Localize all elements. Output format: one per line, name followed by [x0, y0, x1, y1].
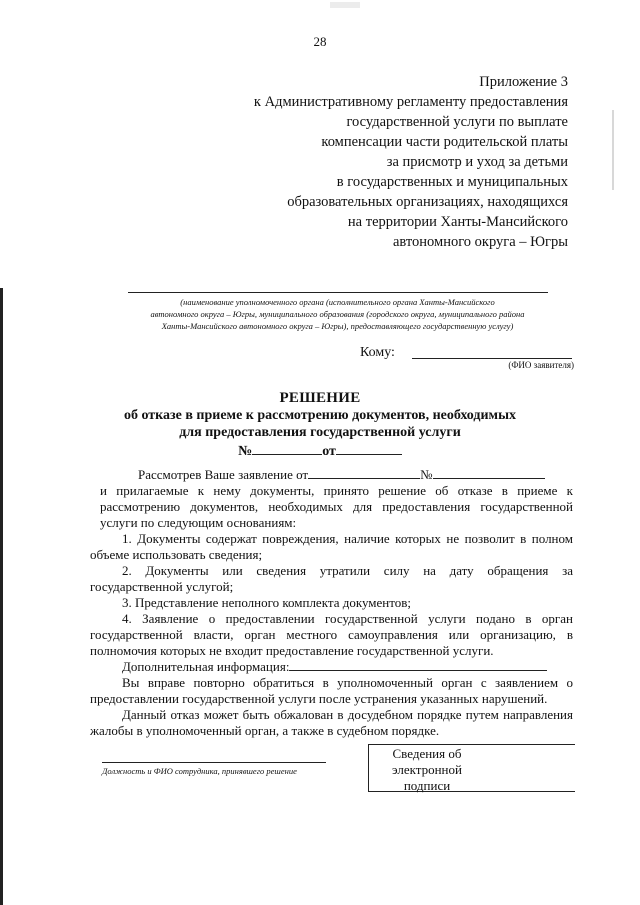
appeal-paragraph: Данный отказ может быть обжалован в досудебном порядке путем направления жалобы в уполномоченный орган, а также в судебном порядке. — [90, 707, 573, 738]
additional-info-row — [90, 659, 573, 675]
intro-paragraph: и прилагаемые к нему документы, принято решение об отказе в приеме к рассмотрению документов, необходимых для предоставления государственной услуги по следующим основаниям: — [100, 483, 573, 530]
esig-line: электронной — [392, 762, 462, 777]
ground-item-3: 3. Представление неполного комплекта документов; — [122, 595, 411, 610]
appendix-line: Приложение 3 — [479, 74, 568, 90]
appendix-line: на территории Ханты-Мансийского — [347, 214, 568, 230]
scan-artifact — [330, 2, 360, 8]
intro-number-sign: № — [420, 467, 433, 482]
additional-info-label: Дополнительная информация: — [122, 659, 290, 674]
date-blank — [308, 467, 420, 479]
org-caption — [110, 296, 565, 332]
decision-subtitle — [100, 407, 540, 441]
number-sign: № — [238, 444, 253, 459]
intro-line — [90, 467, 573, 483]
decision-title: РЕШЕНИЕ — [279, 390, 361, 406]
org-caption-line: Ханты-Мансийского автономного округа – Югры), предоставляющего государственную услугу) — [161, 321, 514, 331]
decision-number-line — [0, 442, 640, 460]
org-caption-line: автономного округа – Югры, муниципального образования (городского округа, муниципального района — [150, 309, 525, 319]
appendix-line: за присмотр и уход за детьми — [386, 154, 568, 170]
recipient-line — [412, 358, 572, 359]
appendix-line: государственной услуги по выплате — [346, 114, 568, 130]
ground-item-4: 4. Заявление о предоставлении государственной услуги подано в орган государственной власти, орган местного самоуправления или организацию, в полномочия которых не входит предоставление государственной услуги. — [90, 611, 573, 658]
number-blank — [252, 442, 322, 455]
subtitle-line: для предоставления государственной услуги — [179, 425, 461, 440]
recipient-caption: (ФИО заявителя) — [508, 360, 574, 370]
scan-artifact — [612, 110, 614, 190]
org-name-line — [128, 292, 548, 293]
ground-item-1: 1. Документы содержат повреждения, наличие которых не позволит в полном объеме использовать сведения; — [90, 531, 573, 562]
scan-edge-bar — [0, 288, 3, 905]
intro-text: Рассмотрев Ваше заявление от — [138, 467, 309, 482]
org-caption-line: (наименование уполномоченного органа (исполнительного органа Ханты-Мансийского — [180, 297, 495, 307]
appendix-line: образовательных организациях, находящихся — [287, 194, 568, 210]
esignature-text — [372, 746, 482, 794]
appendix-line: компенсации части родительской платы — [321, 134, 568, 150]
ground-item-2: 2. Документы или сведения утратили силу на дату обращения за государственной услугой; — [90, 563, 573, 594]
number-blank — [433, 467, 545, 479]
appendix-header — [188, 72, 568, 252]
date-blank — [336, 442, 402, 455]
signature-caption: Должность и ФИО сотрудника, принявшего решение — [102, 766, 297, 776]
appendix-line: в государственных и муниципальных — [336, 174, 568, 190]
esig-line: Сведения об — [392, 746, 462, 761]
reapply-paragraph: Вы вправе повторно обратиться в уполномоченный орган с заявлением о предоставлении государственной услуги после устранения указанных нарушений. — [90, 675, 573, 706]
subtitle-line: об отказе в приеме к рассмотрению документов, необходимых — [123, 408, 517, 423]
esig-line: подписи — [403, 778, 451, 793]
from-label: от — [322, 444, 336, 459]
additional-info-line — [289, 659, 547, 671]
appendix-line: автономного округа – Югры — [392, 234, 568, 250]
page-number: 28 — [313, 34, 327, 49]
appendix-line: к Административному регламенту предоставления — [253, 94, 568, 110]
signature-line — [102, 762, 326, 763]
recipient-label: Кому: — [360, 345, 395, 360]
